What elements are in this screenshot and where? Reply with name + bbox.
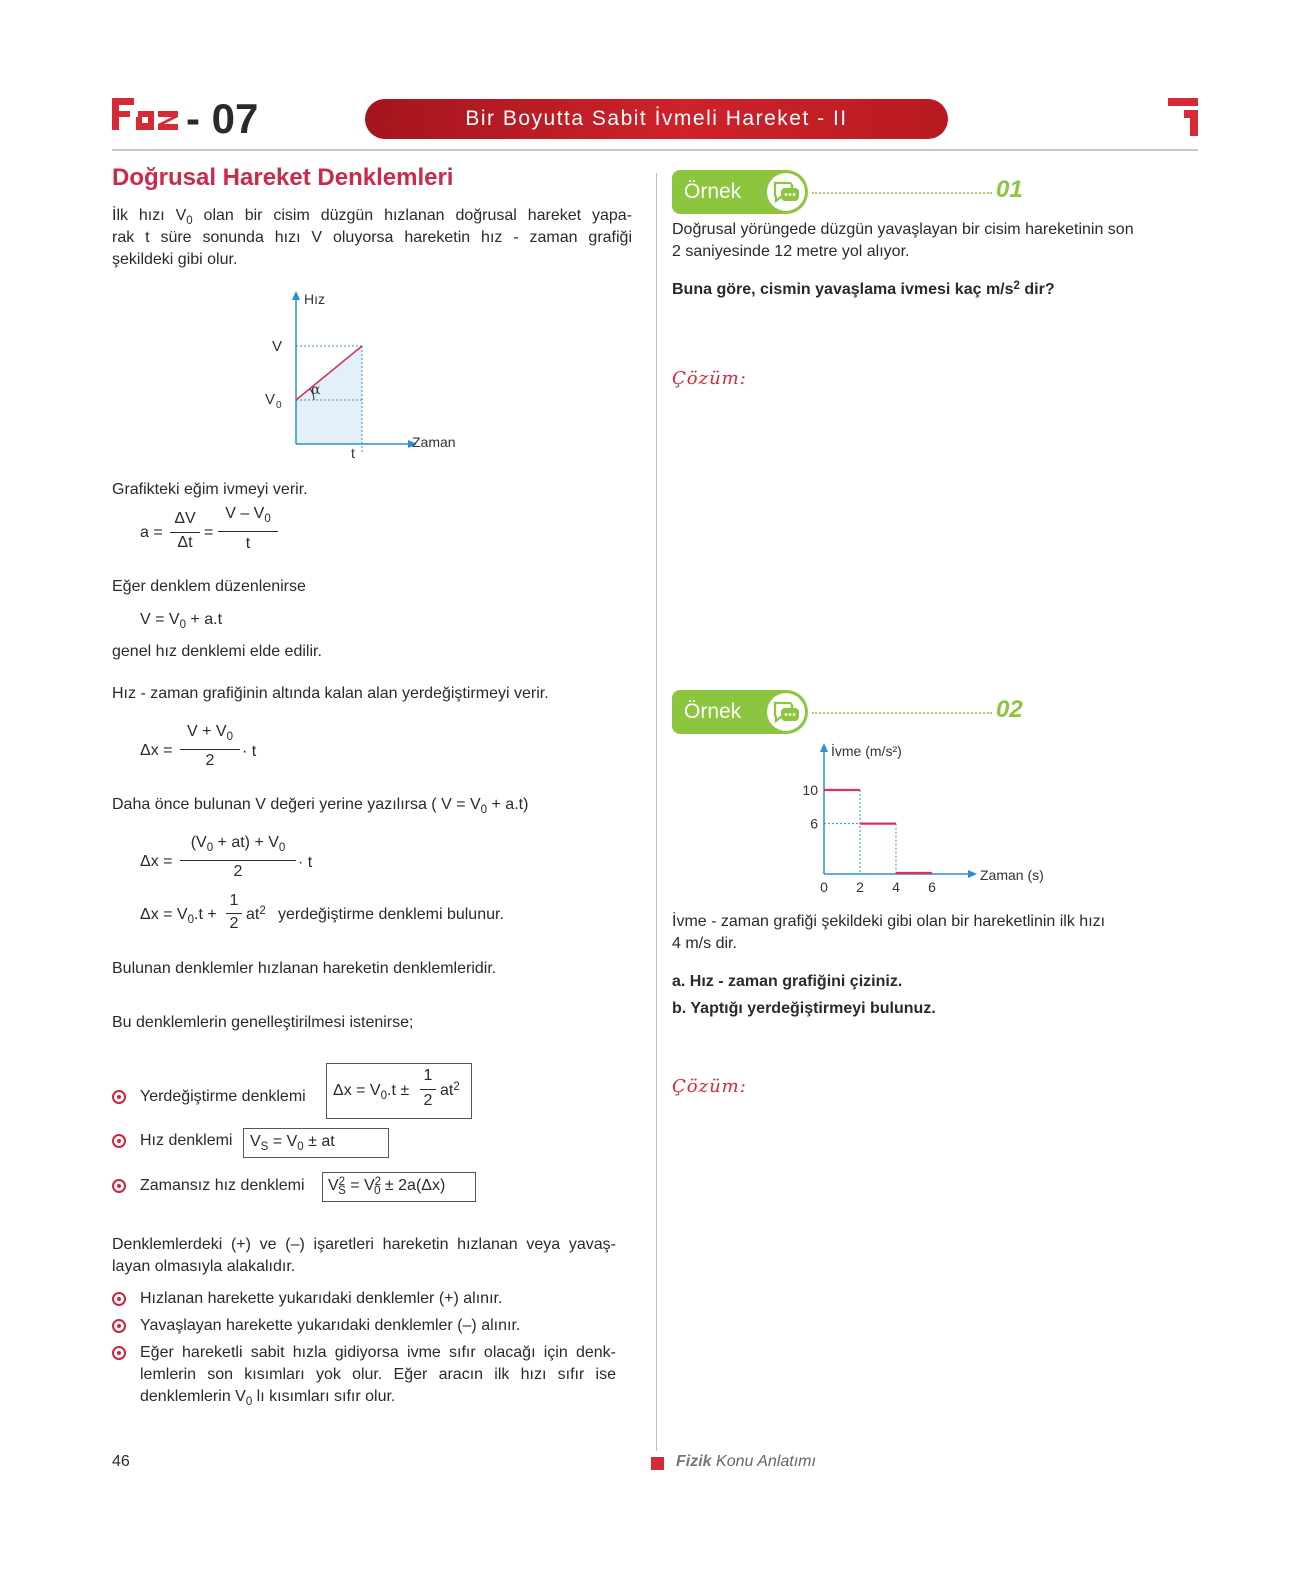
header-divider	[112, 149, 1198, 151]
v-plus-v0: $V + V_0$	[187, 723, 233, 744]
intro-line-3: şekildeki gibi olur.	[112, 251, 238, 268]
example-badge-01	[672, 170, 808, 214]
graph-area-fill	[296, 346, 362, 444]
bullet-icon	[112, 1292, 126, 1306]
acceleration-time-chart	[790, 738, 1070, 898]
x-tick-label: 2	[856, 879, 864, 895]
example1-text-line-1: Doğrusal yörüngede düzgün yavaşlayan bir cisim hareketinin son	[672, 221, 1134, 238]
y-axis-label: Hız	[304, 291, 325, 307]
faz-logo	[112, 94, 184, 140]
velocity-equation: $V = V_0 + a.t$	[140, 611, 223, 632]
substitute-text: Daha önce bulunan V değeri yerine yazılırsa ( $V = V_0 + a.t$)	[112, 796, 529, 817]
example-number-01: 01	[996, 176, 1023, 203]
denominator-two: 2	[233, 863, 243, 880]
v-minus-v0: V – $V_0$	[225, 505, 271, 526]
signs-line-2: layan olmasıyla alakalıdır.	[112, 1258, 296, 1275]
chapter-number: - 07	[186, 95, 259, 142]
accel-eq-lhs: a =	[140, 524, 163, 541]
example2-text-line-1: İvme - zaman grafiği şekildeki gibi olan bir hareketlinin ilk hızı	[672, 913, 1106, 930]
delta-t: Δt	[177, 534, 193, 551]
half-numerator: 1	[229, 892, 239, 909]
v-label: V	[272, 338, 283, 355]
chat-bubble-icon	[767, 173, 805, 211]
x-tick-label: 4	[892, 879, 900, 895]
chat-bubble-icon	[767, 693, 805, 731]
chapter-title: Bir Boyutta Sabit İvmeli Hareket - II	[365, 99, 948, 139]
fraction-bar	[180, 749, 240, 750]
intro-line-1: İlk hızı $V_0$ olan bir cisim düzgün hızlanan doğrusal hareket yapa-	[112, 207, 632, 228]
general-velocity-text: genel hız denklemi elde edilir.	[112, 643, 322, 660]
bullet-icon	[112, 1346, 126, 1360]
y-tick-label: 6	[810, 815, 818, 832]
example2-part-b: b. Yaptığı yerdeğiştirmeyi bulunuz.	[672, 1000, 936, 1017]
corner-logo	[1168, 98, 1198, 138]
example1-question: Buna göre, cismin yavaşlama ivmesi kaç $m/s^2$ dir?	[672, 279, 1055, 298]
area-text: Hız - zaman grafiğinin altında kalan alan yerdeğiştirmeyi verir.	[112, 685, 549, 702]
delta-v: ΔV	[174, 510, 196, 527]
example-number-02: 02	[996, 696, 1023, 723]
fraction-bar	[218, 531, 278, 532]
displacement-eq-text: $\Delta x = V_0.t$ ±	[333, 1082, 410, 1103]
box-at-squared: $at^2$	[440, 1080, 460, 1099]
velocity-eq-label: Hız denklemi	[140, 1132, 233, 1149]
example2-text-line-2: 4 m/s dir.	[672, 935, 737, 952]
found-text: Bulunan denklemler hızlanan hareketin denklemleridir.	[112, 960, 497, 977]
rule-constant-line-3: denklemlerin $V_0$ lı kısımları sıfır olur.	[140, 1388, 396, 1409]
fraction-bar	[226, 913, 242, 914]
times-t: · t	[242, 743, 257, 760]
accel-eq-equals: =	[204, 524, 214, 541]
example2-part-a: a. Hız - zaman grafiğini çiziniz.	[672, 973, 903, 990]
section-title: Doğrusal Hareket Denklemleri	[112, 164, 454, 191]
footer-title: Fizik Konu Anlatımı	[676, 1453, 816, 1470]
solution-label-01: Çözüm:	[672, 368, 747, 389]
y-axis-label: İvme (m/s²)	[831, 743, 902, 759]
y-tick-label: 10	[802, 782, 818, 798]
page-number: 46	[112, 1453, 130, 1470]
intro-line-2: rak t süre sonunda hızı V oluyorsa hareketin hız - zaman grafiği	[112, 229, 632, 246]
t-label: t	[351, 445, 355, 461]
y-axis-arrow	[292, 291, 300, 300]
at-squared: $at^2$	[246, 904, 266, 923]
column-divider	[656, 173, 657, 1451]
rule-decelerating: Yavaşlayan harekette yukarıdaki denklemler (–) alınır.	[140, 1317, 521, 1334]
bullet-icon	[112, 1319, 126, 1333]
slope-text: Grafikteki eğim ivmeyi verir.	[112, 481, 308, 498]
example-dotted-line	[812, 192, 992, 194]
fraction-bar	[420, 1089, 436, 1090]
half-denominator: 2	[229, 915, 239, 932]
fraction-bar	[180, 860, 296, 861]
bullet-icon	[112, 1134, 126, 1148]
bullet-icon	[112, 1090, 126, 1104]
v0-subscript: 0	[276, 400, 282, 411]
rule-constant-line-2: lemlerin son kısımları yok olur. Eğer aracın ilk hızı sıfır ise	[140, 1366, 616, 1383]
example-label: Örnek	[684, 700, 742, 723]
x-axis-label: Zaman (s)	[980, 867, 1044, 883]
velocity-time-graph	[260, 290, 490, 470]
timeless-eq-text: $V^2_S = V^2_0 \pm 2a(\Delta x)$	[328, 1175, 446, 1198]
t-denominator: t	[245, 535, 251, 552]
rearranged-text: Eğer denklem düzenlenirse	[112, 578, 306, 595]
velocity-eq-text: $V_S = V_0$ ± at	[250, 1133, 335, 1154]
x-tick-label: 6	[928, 879, 936, 895]
v0-label: V	[265, 391, 276, 408]
times-t: · t	[298, 854, 313, 871]
bullet-icon	[112, 1179, 126, 1193]
signs-line-1: Denklemlerdeki (+) ve (–) işaretleri hareketin hızlanan veya yavaş-	[112, 1236, 616, 1253]
x-tick-label: 0	[820, 879, 828, 895]
half-denominator: 2	[423, 1092, 433, 1109]
displacement-equation: $\Delta x = V_0.t$ +	[140, 906, 217, 927]
substituted-numerator: $(V_0 + at) + V_0$	[190, 834, 286, 855]
denominator-two: 2	[205, 752, 215, 769]
dx-eq-lhs: Δx =	[140, 742, 173, 759]
timeless-eq-label: Zamansız hız denklemi	[140, 1177, 305, 1194]
displacement-eq-label: Yerdeğiştirme denklemi	[140, 1088, 306, 1105]
x-axis-arrow	[968, 870, 977, 878]
x-axis-label: Zaman	[412, 434, 456, 450]
example-badge-02	[672, 690, 808, 734]
solution-label-02: Çözüm:	[672, 1076, 747, 1097]
fraction-bar	[170, 532, 200, 533]
rule-constant-line-1: Eğer hareketli sabit hızla gidiyorsa ivme sıfır olacağı için denk-	[140, 1344, 616, 1361]
footer-square-icon	[651, 1457, 664, 1470]
example-label: Örnek	[684, 180, 742, 203]
dx-eq-lhs-2: Δx =	[140, 853, 173, 870]
generalize-text: Bu denklemlerin genelleştirilmesi istenirse;	[112, 1014, 414, 1031]
half-numerator: 1	[423, 1067, 433, 1084]
angle-label: α	[311, 382, 321, 398]
y-axis-arrow	[820, 743, 828, 752]
displacement-found-text: yerdeğiştirme denklemi bulunur.	[278, 906, 504, 923]
example1-text-line-2: 2 saniyesinde 12 metre yol alıyor.	[672, 243, 910, 260]
example-dotted-line	[812, 712, 992, 714]
rule-accelerating: Hızlanan harekette yukarıdaki denklemler (+) alınır.	[140, 1290, 503, 1307]
